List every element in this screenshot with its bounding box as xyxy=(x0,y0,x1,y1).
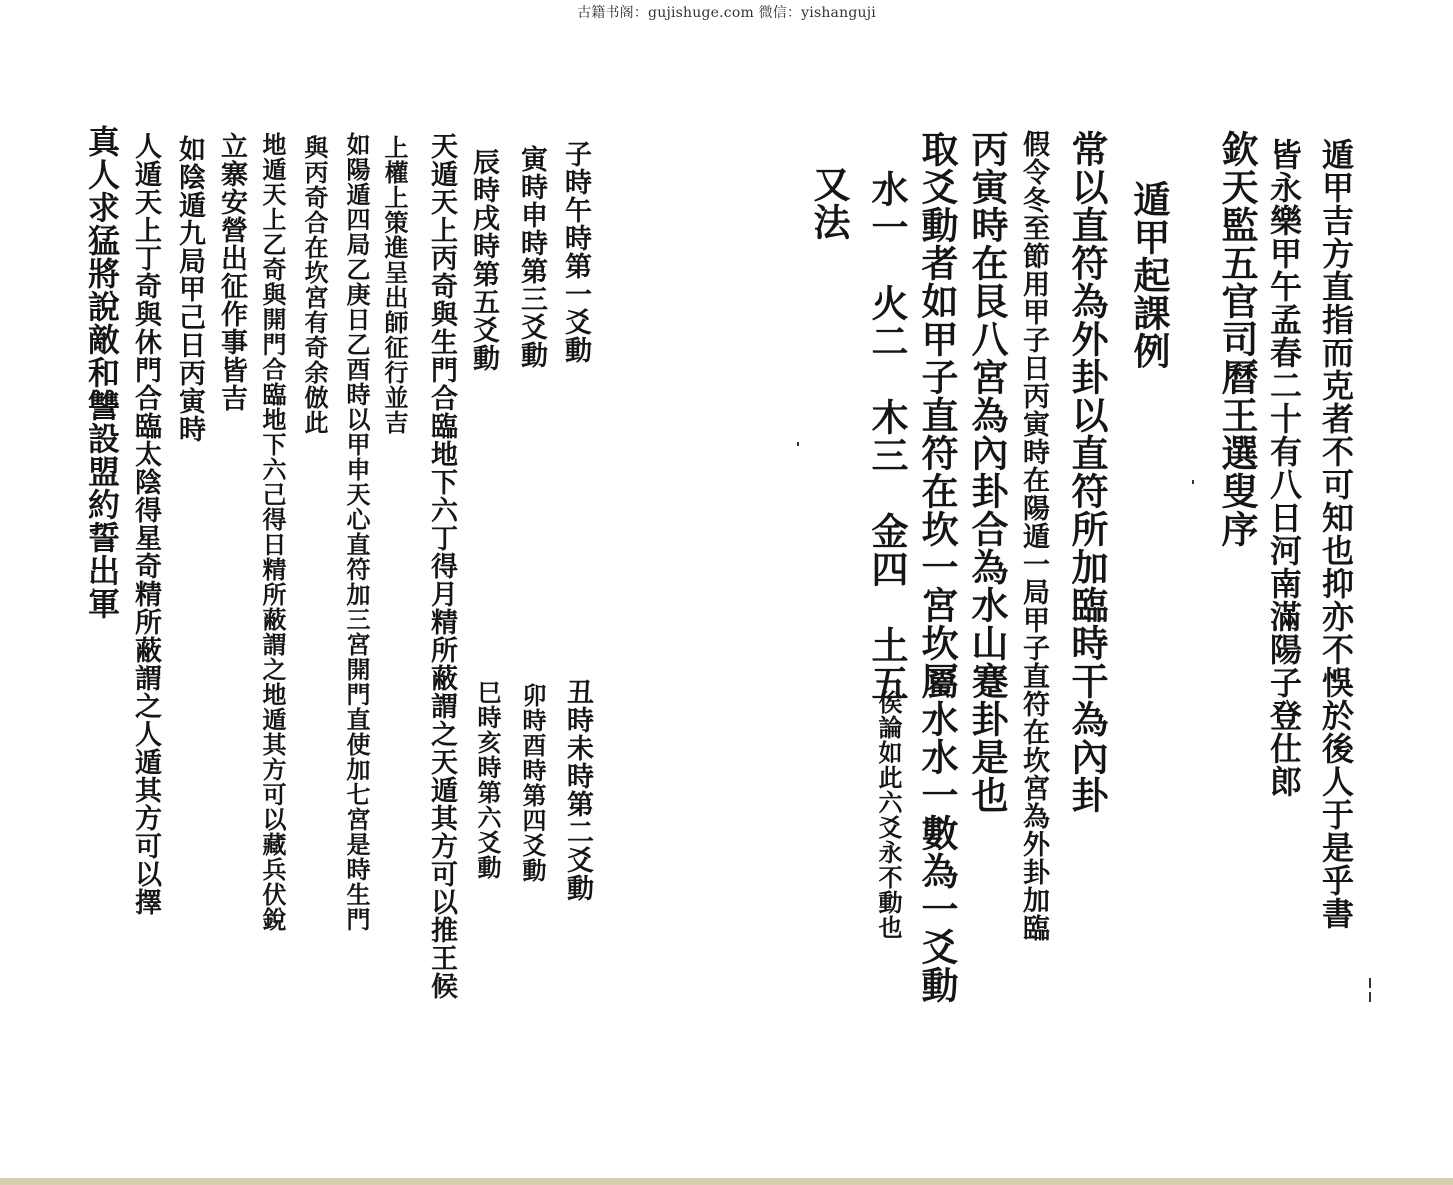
note-column: 俟論如此六爻永不動也 xyxy=(874,690,903,940)
preface-signature: 欽天監五官司曆王選叟序 xyxy=(1215,130,1259,548)
hour-line-6: 巳時亥時第六爻動 xyxy=(473,680,502,880)
hour-line-1: 子時午時第一爻動 xyxy=(560,140,591,364)
hour-line-5: 辰時戌時第五爻動 xyxy=(468,148,499,372)
page-bottom-edge xyxy=(0,1178,1453,1185)
preface-column-2: 皆永樂甲午孟春二十有八日河南滿陽子登仕郎 xyxy=(1265,138,1303,798)
scan-mark xyxy=(1369,992,1371,1002)
text-column-tiandun: 天遁天上丙奇與生門合臨地下六丁得月精所蔽謂之天遁其方可以推王候 xyxy=(426,132,457,1000)
preface-column-1: 遁甲吉方直指而克者不可知也抑亦不悞於後人于是乎書 xyxy=(1317,138,1355,930)
watermark-header: 古籍书阁：gujishuge.com 微信：yishanguji xyxy=(577,5,876,21)
element-numbers: 水一 火二 木三 金四 土五 xyxy=(865,170,909,702)
hour-line-2: 丑時未時第二爻動 xyxy=(562,678,593,902)
hour-line-3: 寅時申時第三爻動 xyxy=(516,145,547,369)
text-column-rendun: 人遁天上丁奇與休門合臨太陰得星奇精所蔽謂之人遁其方可以擇 xyxy=(130,132,161,916)
scan-dot xyxy=(1192,480,1194,484)
text-column-11: 真人求猛將說敵和讐設盟約誓出軍 xyxy=(83,125,121,620)
text-column-3: 丙寅時在艮八宮為內卦合為水山蹇卦是也 xyxy=(965,130,1009,814)
text-column-5: 又法 xyxy=(807,165,851,241)
text-column-4: 取爻動者如甲子直符在坎一宮坎屬水水一數為一爻動 xyxy=(915,130,959,1004)
text-column-8: 與丙奇合在坎宮有奇余倣此 xyxy=(300,135,329,435)
section-title: 遁甲起課例 xyxy=(1127,180,1171,370)
scan-mark xyxy=(1369,978,1371,988)
text-column-10: 如陰遁九局甲己日丙寅時 xyxy=(174,135,205,443)
text-column-didun: 地遁天上乙奇與開門合臨地下六己得日精所蔽謂之地遁其方可以藏兵伏銳 xyxy=(258,132,287,932)
text-column-7: 如陽遁四局乙庚日乙酉時以甲申天心直符加三宮開門直使加七宮是時生門 xyxy=(342,132,371,932)
text-column-6: 上權上策進呈出師征行並吉 xyxy=(380,135,409,435)
hour-line-4: 卯時酉時第四爻動 xyxy=(518,683,547,883)
text-column-1: 常以直符為外卦以直符所加臨時干為內卦 xyxy=(1065,130,1109,814)
text-column-9: 立寨安營出征作事皆吉 xyxy=(216,132,247,412)
text-column-2: 假令冬至節用甲子日丙寅時在陽遁一局甲子直符在坎宮為外卦加臨 xyxy=(1018,130,1049,942)
scan-dot xyxy=(797,442,799,446)
